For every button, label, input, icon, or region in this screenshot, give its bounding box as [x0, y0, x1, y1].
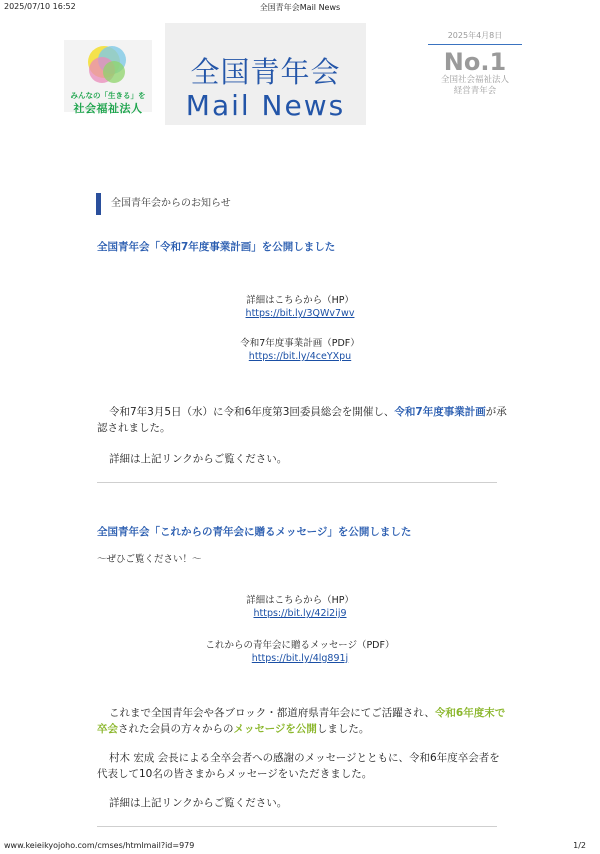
article2-body2: 村木 宏成 会長による全卒会者への感謝のメッセージとともに、令和6年度卒会者を代表して10名の皆さまからメッセージをいただきました。: [97, 752, 500, 780]
issue-divider: [428, 44, 522, 45]
issue-org-line2: 経営青年会: [453, 86, 497, 96]
section-label: 全国青年会からのお知らせ: [96, 193, 231, 215]
print-datetime: 2025/07/10 16:52: [4, 2, 76, 11]
issue-org-line1: 全国社会福祉法人: [440, 75, 509, 85]
print-footer: [0, 840, 600, 854]
article2-body-highlight1: 令和6年度末で卒会: [97, 707, 506, 735]
banner-title: 全国青年会: [190, 55, 341, 89]
article1-link1[interactable]: https://bit.ly/3QWv7wv: [245, 308, 355, 319]
article2-closing: 詳細は上記リンクからご覧ください。: [109, 797, 288, 809]
print-url: www.keieikyojoho.com/cmses/htmlmail?id=979: [4, 841, 195, 850]
logo-name: 社会福祉法人: [73, 102, 143, 115]
article1-body-part2: が承認されました。: [97, 406, 507, 434]
logo-tagline: みんなの「生きる」を: [70, 91, 146, 100]
print-header: [0, 0, 600, 14]
article1-body: [97, 404, 507, 436]
article2-body-highlight2: メッセージを公開: [233, 723, 317, 735]
article1-link2-label: 令和7年度事業計画（PDF）: [240, 338, 360, 349]
print-page-number: 1/2: [573, 841, 586, 850]
logo-mark-icon: [64, 40, 152, 90]
print-title: 全国青年会Mail News: [259, 3, 341, 12]
article1-closing: 詳細は上記リンクからご覧ください。: [109, 453, 288, 465]
section-divider: [97, 482, 497, 483]
article2-link1-label: 詳細はこちらから（HP）: [246, 595, 354, 606]
newsletter-banner: [165, 23, 366, 125]
issue-number: No.1: [443, 48, 507, 76]
article1-headline: 全国青年会「令和7年度事業計画」を公開しました: [97, 241, 336, 253]
section-divider-2: [97, 826, 497, 827]
article1-body-part1: 令和7年3月5日（水）に令和6年度第3回委員総会を開催し、: [109, 406, 395, 418]
issue-date: 2025年4月8日: [447, 31, 503, 40]
issue-info: [420, 30, 530, 97]
article2-link2[interactable]: https://bit.ly/4lg891j: [251, 653, 349, 664]
article1-link2[interactable]: https://bit.ly/4ceYXpu: [248, 351, 352, 362]
article2-body: [97, 705, 507, 737]
article1-body-highlight: 令和7年度事業計画: [394, 406, 486, 418]
article2-body-part3: しました。: [316, 723, 370, 735]
organization-logo: [64, 40, 152, 115]
article2-subtitle: ～ぜひご覧ください！～: [97, 554, 202, 565]
article2-body-part1: これまで全国青年会や各ブロック・都道府県青年会にてご活躍され、: [109, 707, 435, 719]
article1-link1-label: 詳細はこちらから（HP）: [246, 295, 354, 306]
article2-body-part2: された会員の方々からの: [118, 723, 234, 735]
article2-headline: 全国青年会「これからの青年会に贈るメッセージ」を公開しました: [97, 526, 412, 538]
banner-subtitle: Mail News: [185, 89, 346, 122]
article2-link1[interactable]: https://bit.ly/42i2ij9: [253, 608, 347, 619]
article2-link2-label: これからの青年会に贈るメッセージ（PDF）: [205, 640, 395, 651]
